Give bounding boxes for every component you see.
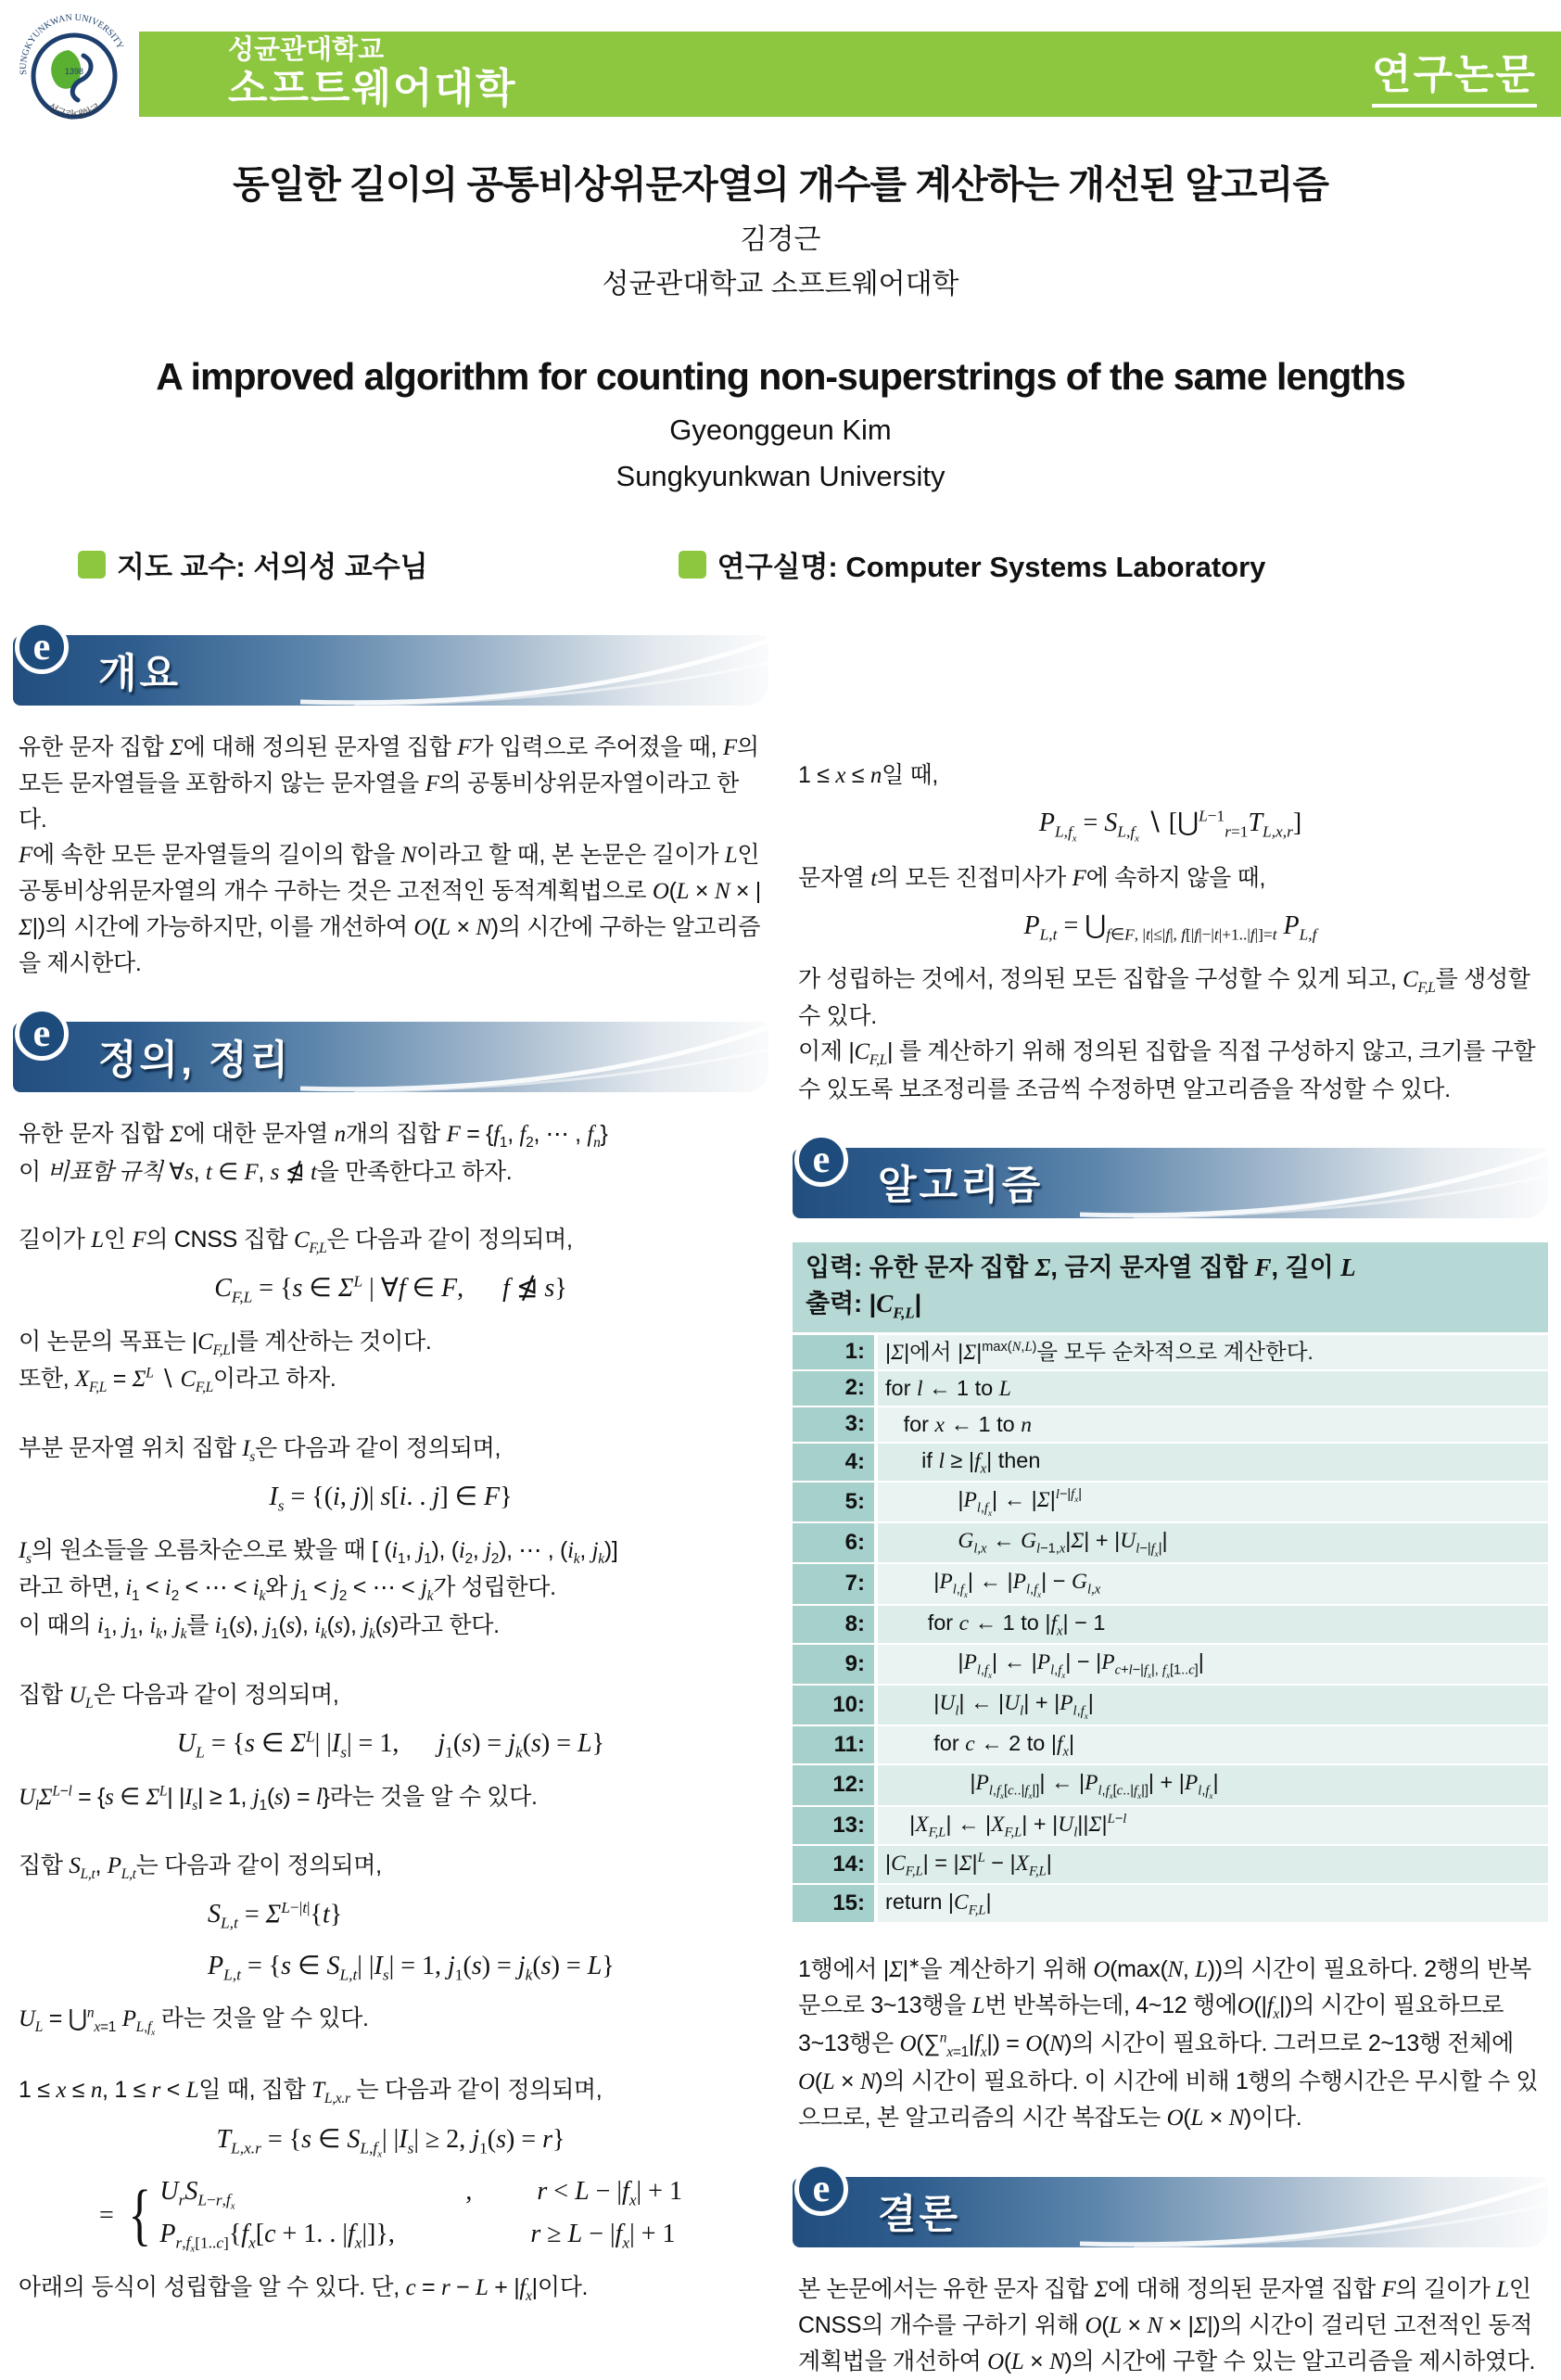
line-code: return $|C_{F,L}|$ bbox=[885, 1890, 992, 1918]
line-code: $|P_{l,f_x}|$ ← $|P_{l,f_x}| - G_{l,x}$ bbox=[885, 1569, 1101, 1599]
line-number: 9: bbox=[793, 1645, 878, 1684]
algorithm-line bbox=[793, 1807, 1548, 1846]
line-number: 8: bbox=[793, 1606, 878, 1643]
conclusion-paragraph: 본 논문에서는 유한 문자 집합 Σ에 대해 정의된 문자열 집합 F의 길이가 L인 CNSS의 개수를 구하기 위해 O(L × N × |Σ|)의 시간이 걸리던 고전적인 동적 계획법을 개선하여 O(L × N)의 시간에 구할 수 있는 알고리즘을 제시하였다. bbox=[798, 2275, 1536, 2374]
definitions-paragraph-1: 유한 문자 집합 Σ에 대한 문자열 n개의 집합 $F = \{f_1$, $f_2$, ⋯ , $f_n$} 이 비표함 규칙 ∀s, t ∈ F, s ⋬ t을 만족한다고 하자. bbox=[19, 1121, 608, 1185]
cases-brace: { bbox=[128, 2177, 152, 2254]
cases-equals: = bbox=[99, 2200, 114, 2230]
section-title-definitions: 정의, 정리 bbox=[98, 1037, 292, 1083]
lab-item bbox=[679, 543, 1266, 585]
title-block bbox=[0, 154, 1561, 493]
korean-author: 김경근 bbox=[740, 224, 821, 255]
line-number: 14: bbox=[793, 1846, 878, 1883]
definitions-paragraph-3: 이 논문의 목표는 $|C_{F,L}|$를 계산하는 것이다. 또한, $X_{F,L} = \Sigma^L$ ∖ $C_{F,L}$이라고 하자. bbox=[19, 1328, 432, 1396]
definitions-paragraph-11: 아래의 등식이 성립합을 알 수 있다. 단, $c = r - L + |f_x|$이다. bbox=[19, 2273, 589, 2304]
lab-label: 연구실명: Computer Systems Laboratory bbox=[717, 551, 1266, 583]
definitions-paragraph-2: 길이가 L인 F의 CNSS 집합 $C_{F,L}$은 다음과 같이 정의되며, bbox=[19, 1226, 573, 1256]
algorithm-line bbox=[793, 1645, 1548, 1686]
line-number: 13: bbox=[793, 1807, 878, 1844]
case-1-condition: $r < L - |f_x| + 1$ bbox=[537, 2176, 682, 2209]
algorithm-line bbox=[793, 1444, 1548, 1483]
algorithm-line bbox=[793, 1846, 1548, 1885]
korean-affiliation: 성균관대학교 소프트웨어대학 bbox=[602, 269, 959, 299]
definitions-paragraph-8: 집합 $S_{L,t}$, $P_{L,t}$는 다음과 같이 정의되며, bbox=[19, 1852, 382, 1883]
line-code: $|P_{l,f_x[c..|f_x|]}|$ ← $|P_{l,f_x[c..|f_x|]}| + |P_{l,f_x}|$ bbox=[885, 1770, 1219, 1801]
algorithm-line bbox=[793, 1371, 1548, 1407]
e-logo-icon: e bbox=[794, 2162, 848, 2216]
definitions-paragraph-7: $U_l\Sigma^{L-l} = \{s$ ∈ $\Sigma^L|$ $|I_s| \ge 1$, $j_1(s) = l$}라는 것을 알 수 있다. bbox=[19, 1783, 538, 1814]
page-header bbox=[0, 0, 1561, 148]
swoosh-decoration bbox=[1080, 2177, 1548, 2247]
svg-text:SUNGKYUNKWAN UNIVERSITY: SUNGKYUNKWAN UNIVERSITY bbox=[18, 13, 126, 76]
equation-UL: $U_L = \{s$ ∈ $\Sigma^L|$ $|I_s| = 1$, $j_1(s) = j_k(s) = L$} bbox=[176, 1727, 605, 1762]
line-number: 4: bbox=[793, 1444, 878, 1481]
section-header-algorithm bbox=[793, 1138, 1548, 1218]
algorithm-line bbox=[793, 1407, 1548, 1444]
algorithm-input-line: 입력: 유한 문자 집합 Σ, 금지 문자열 집합 F, 길이 L bbox=[806, 1253, 1356, 1281]
algorithm-line bbox=[793, 1335, 1548, 1371]
section-header-conclusion bbox=[793, 2167, 1548, 2247]
algorithm-line bbox=[793, 1523, 1548, 1564]
line-number: 1: bbox=[793, 1335, 878, 1369]
section-header-definitions bbox=[13, 1012, 768, 1092]
line-code: $|X_{F,L}|$ ← $|X_{F,L}| + |U_l||\Sigma|^{L-l}$ bbox=[885, 1811, 1127, 1840]
english-title: A improved algorithm for counting non-superstrings of the same lengths bbox=[156, 355, 1405, 398]
line-code: for l ← 1 to L bbox=[885, 1375, 1011, 1401]
line-number: 12: bbox=[793, 1765, 878, 1804]
green-banner bbox=[139, 32, 1561, 117]
advisor-item bbox=[78, 543, 428, 585]
line-number: 3: bbox=[793, 1407, 878, 1442]
line-number: 7: bbox=[793, 1564, 878, 1603]
algorithm-line bbox=[793, 1885, 1548, 1924]
equation-PLfx: $P_{L,f_x} = S_{L,f_x}$ ∖ $[⋃^{L-1}_{r=1}T_{L,x,r}]$ bbox=[1038, 807, 1302, 845]
definitions-paragraph-6: 집합 $U_L$은 다음과 같이 정의되며, bbox=[19, 1681, 339, 1712]
line-code: |Σ|에서 $|\Sigma|^{max(N,L)}$을 모두 순차적으로 계산한다. bbox=[885, 1339, 1314, 1365]
case-1-separator: , bbox=[465, 2176, 473, 2206]
equation-PLt: $P_{L,t} = \{s$ ∈ $S_{L,t}|$ $|I_s| = 1$, $j_1(s) = j_k(s) = L$} bbox=[208, 1951, 615, 1984]
line-code: $|P_{l,f_x}|$ ← $|P_{l,f_x}| - |P_{c+l-|f_x|, f_x[1..c]}|$ bbox=[885, 1648, 1204, 1680]
algorithm-box bbox=[793, 1242, 1548, 1925]
line-code: $G_{l,x}$ ← $G_{l-1,x}|\Sigma| + |U_{l-|f_x|}|$ bbox=[958, 1528, 1168, 1559]
section-title-conclusion: 결론 bbox=[878, 2193, 961, 2238]
banner-university-name: 성균관대학교 bbox=[228, 35, 385, 66]
case-2-condition: $r \ge L - |f_x| + 1$ bbox=[530, 2219, 676, 2252]
line-code: for x ← 1 to n bbox=[885, 1411, 1033, 1437]
case-2-formula: $P_{r,f_x[1..c]}\{f_x[c + 1$. . $|f_x|$]}, bbox=[159, 2219, 395, 2255]
equation-SLt: $S_{L,t} = \Sigma^{L-|t|}\{t\}$ bbox=[208, 1898, 343, 1932]
lemma-text-3: 가 성립하는 것에서, 정의된 모든 집합을 구성할 수 있게 되고, $C_{F,L}$를 생성할 수 있다. 이제 $|C_{F,L}|$ 를 계산하기 위해 정의된 집합을 직접 구성하지 않고, 크기를 구할 수 있도록 보조정리를 조금씩 수정하면 알고리즘을 작성할 수 있다. bbox=[798, 965, 1536, 1102]
left-column bbox=[13, 626, 768, 2380]
algorithm-output-line: 출력: $|C_{F,L}|$ bbox=[806, 1289, 922, 1322]
info-row bbox=[78, 543, 1561, 585]
algorithm-line bbox=[793, 1483, 1548, 1523]
line-number: 15: bbox=[793, 1885, 878, 1922]
svg-text:성균관대학교: 성균관대학교 bbox=[44, 101, 104, 121]
definitions-paragraph-10: 1 ≤ x ≤ n, 1 ≤ r < L일 때, 집합 $T_{L,x.r}$ 는 다음과 같이 정의되며, bbox=[19, 2077, 603, 2106]
equation-cases bbox=[13, 2177, 768, 2255]
swoosh-decoration bbox=[300, 1022, 768, 1092]
banner-names bbox=[139, 35, 517, 113]
e-logo-icon: e bbox=[15, 620, 69, 674]
english-affiliation: Sungkyunkwan University bbox=[616, 460, 945, 492]
algorithm-line bbox=[793, 1686, 1548, 1726]
university-logo bbox=[11, 13, 137, 139]
algorithm-line bbox=[793, 1726, 1548, 1765]
lemma-text-1: 1 ≤ x ≤ n일 때, bbox=[798, 762, 939, 788]
equation-Is: $I_s = \{(i$, j)| s[i. . j] ∈ F} bbox=[269, 1483, 513, 1515]
line-code: $|P_{l,f_x}|$ ← $|\Sigma|^{l-|f_x|}$ bbox=[885, 1487, 1083, 1518]
line-code: $|U_l|$ ← $|U_l| + |P_{l,f_x}|$ bbox=[885, 1689, 1094, 1721]
e-logo-icon: e bbox=[15, 1007, 69, 1061]
e-logo-icon: e bbox=[794, 1133, 848, 1187]
line-number: 11: bbox=[793, 1726, 878, 1763]
right-column bbox=[793, 635, 1548, 2380]
case-1-formula: $U_rS_{L-r,f_x}$ bbox=[159, 2176, 235, 2212]
line-number: 2: bbox=[793, 1371, 878, 1406]
algorithm-io-header bbox=[793, 1242, 1548, 1335]
equation-cnss: $C_{F,L} = \{s$ ∈ $\Sigma^L$ | ∀f ∈ F, f ⋬ s} bbox=[214, 1272, 567, 1306]
svg-text:1398: 1398 bbox=[64, 67, 84, 76]
complexity-analysis: 1행에서 |Σ|∗을 계산하기 위해 O(max(N, L))의 시간이 필요하다. 2행의 반복문으로 3~13행을 L번 반복하는데, 4~12 행에$O(|f_x|)$의 시간이 필요하므로 3~13행은 $O(\sum^n_{x=1}|f_x|) = O(N)$의 시간이 필요하다. 그러므로 2~13행 전체에 O(L × N)의 시간이 필요하다. 이 시간에 비해 1행의 수행시간은 무시할 수 있으므로, 본 알고리즘의 시간 복잡도는 O(L × N)이다. bbox=[798, 1956, 1539, 2131]
lemma-block bbox=[793, 635, 1548, 1107]
research-paper-badge: 연구논문 bbox=[1372, 41, 1537, 108]
swoosh-decoration bbox=[1080, 1148, 1548, 1218]
banner-college-name: 소프트웨어대학 bbox=[228, 66, 517, 112]
definitions-paragraph-5: $I_s$의 원소들을 오름차순으로 봤을 때 [ ($i_1$, $j_1$), ($i_2$, $j_2$), ⋯ , ($i_k$, $j_k$)] 라고 하면, $i_1 < i_2$ < ⋯ < $i_k$와 $j_1 < j_2$ < ⋯ < $j_k$가 성립한다. 이 때의 $i_1$, $j_1$, $i_k$, $j_k$를 $i_1(s)$, $j_1(s)$, $i_k(s)$, $j_k(s)$라고 한다. bbox=[19, 1536, 618, 1643]
line-number: 10: bbox=[793, 1686, 878, 1725]
algorithm-line bbox=[793, 1564, 1548, 1605]
overview-paragraph: 유한 문자 집합 Σ에 대해 정의된 문자열 집합 F가 입력으로 주어졌을 때, F의 모든 문자열들을 포함하지 않는 문자열을 F의 공통비상위문자열이라고 한다. F에 속한 모든 문자열들의 길이의 합을 N이라고 할 때, 본 논문은 길이가 L인 공통비상위문자열의 개수 구하는 것은 고전적인 동적계획법으로 O(L × N × |Σ|)의 시간에 가능하지만, 이를 개선하여 O(L × N)의 시간에 구하는 알고리즘을 제시한다. bbox=[19, 734, 761, 976]
cases-rows bbox=[159, 2177, 682, 2255]
swoosh-decoration bbox=[300, 635, 768, 706]
definitions-paragraph-4: 부분 문자열 위치 집합 $I_s$은 다음과 같이 정의되며, bbox=[19, 1434, 501, 1465]
advisor-label: 지도 교수: 서의성 교수님 bbox=[117, 551, 428, 583]
english-author: Gyeonggeun Kim bbox=[669, 414, 892, 446]
green-square-bullet-icon bbox=[78, 551, 106, 579]
line-code: if $l \ge |f_x|$ then bbox=[885, 1447, 1041, 1477]
equation-TLxr: $T_{L,x.r} = \{s$ ∈ $S_{L,f_x}|$ $|I_s| \ge 2$, $j_1(s) = r$} bbox=[216, 2124, 565, 2160]
line-number: 5: bbox=[793, 1483, 878, 1521]
section-header-overview bbox=[13, 626, 768, 706]
section-title-algorithm: 알고리즘 bbox=[878, 1164, 1044, 1209]
case-row-2 bbox=[159, 2220, 682, 2255]
line-code: for c ← 1 to $|f_x| - 1$ bbox=[885, 1610, 1106, 1639]
lemma-text-2: 문자열 t의 모든 진접미사가 F에 속하지 않을 때, bbox=[798, 865, 1266, 892]
line-number: 6: bbox=[793, 1523, 878, 1562]
section-title-overview: 개요 bbox=[98, 651, 182, 696]
equation-PLt-union: $P_{L,t}$ = $⋃_{f\in F, |t|\le|f|, f[|f|-|t|+1..|f|]=t}$ $P_{L,f}$ bbox=[1023, 911, 1317, 944]
content-columns bbox=[0, 626, 1561, 2380]
korean-title: 동일한 길이의 공통비상위문자열의 개수를 계산하는 개선된 알고리즘 bbox=[233, 163, 1328, 206]
line-code: $|C_{F,L}| = |\Sigma|^L - |X_{F,L}|$ bbox=[885, 1850, 1052, 1879]
definitions-paragraph-9: $U_L$ = ⋃$^n_{x=1}$ $P_{L,f_x}$ 라는 것을 알 수 있다. bbox=[19, 2005, 369, 2039]
algorithm-line bbox=[793, 1606, 1548, 1645]
line-code: for c ← 2 to $|f_x|$ bbox=[885, 1731, 1075, 1760]
algorithm-line bbox=[793, 1765, 1548, 1806]
green-square-bullet-icon bbox=[679, 551, 706, 579]
case-row-1 bbox=[159, 2177, 682, 2212]
